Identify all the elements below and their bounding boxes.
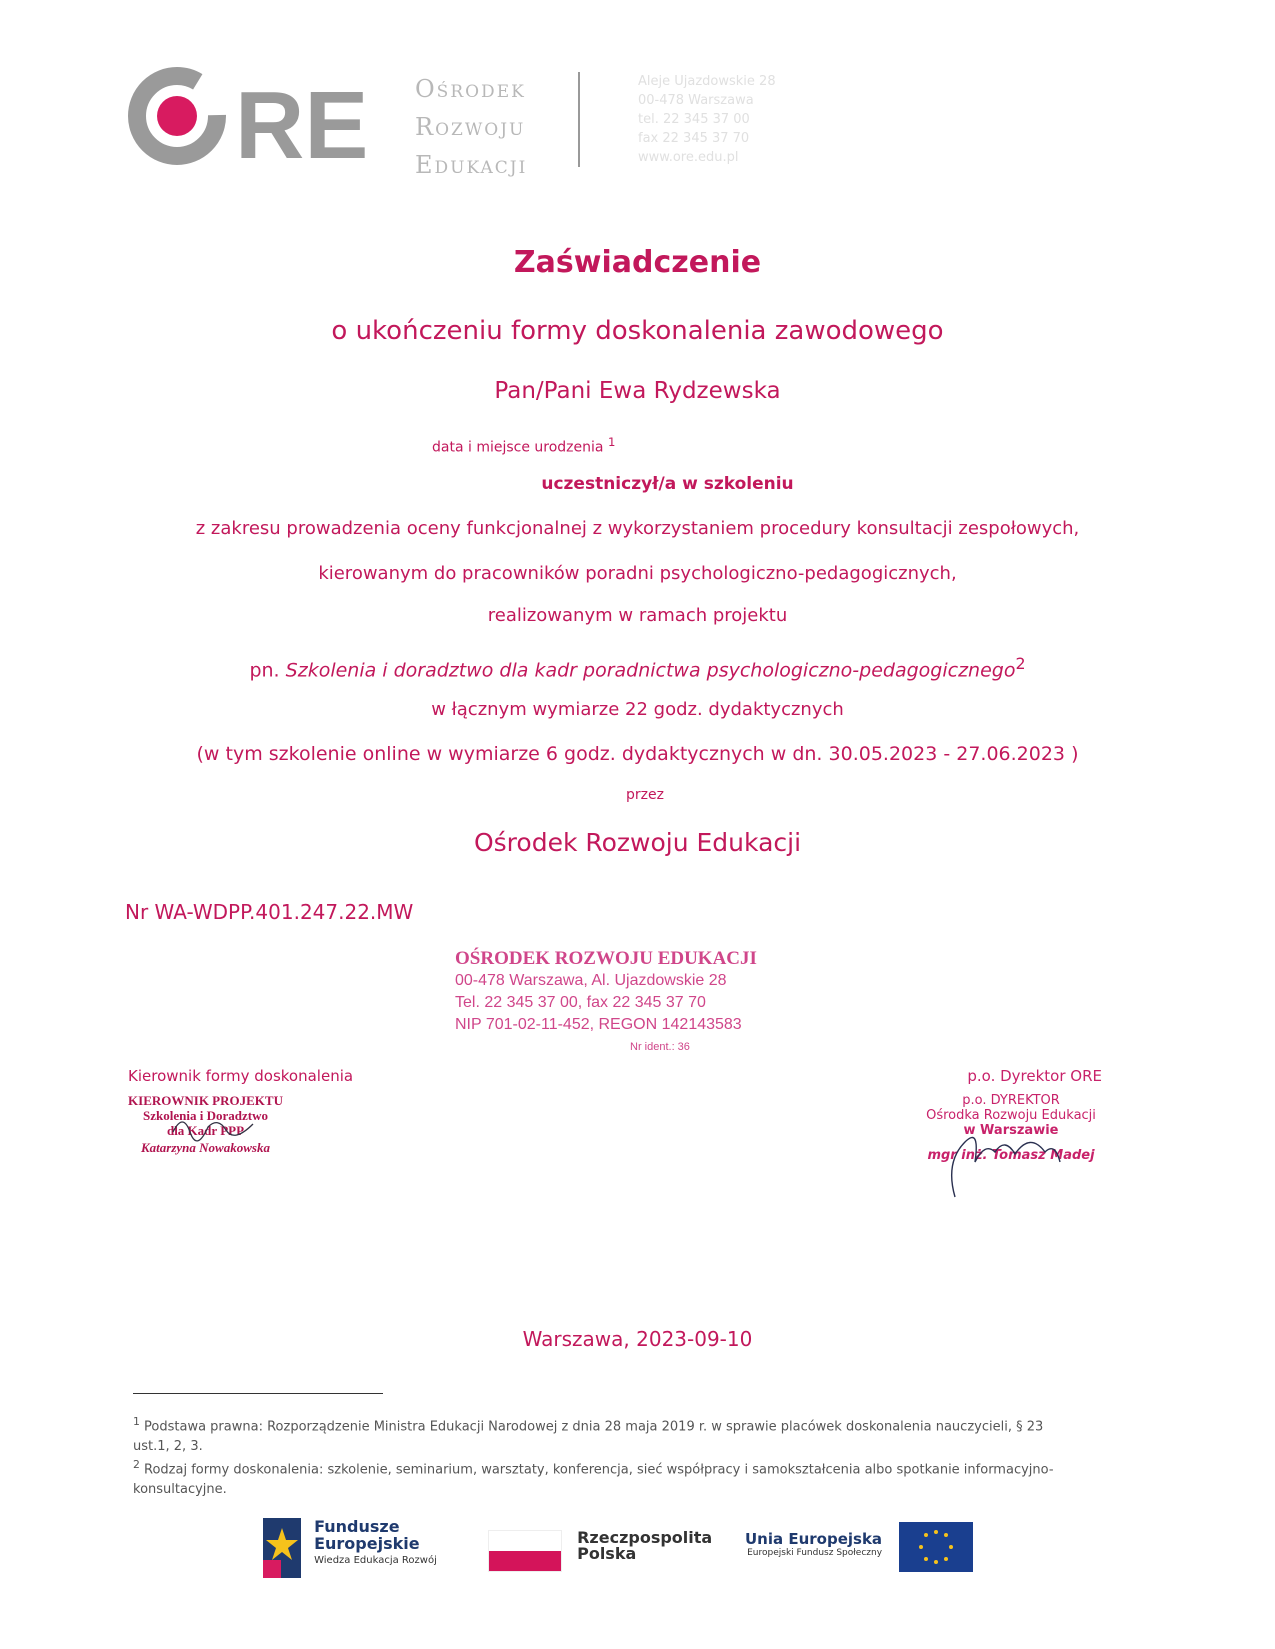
address-line: Aleje Ujazdowskie 28 bbox=[638, 74, 776, 89]
stamp-line: KIEROWNIK PROJEKTU bbox=[128, 1093, 283, 1108]
footnote bbox=[133, 1455, 1083, 1500]
person-name: Pan/Pani Ewa Rydzewska bbox=[494, 378, 781, 404]
document-title: Zaświadczenie bbox=[513, 245, 762, 280]
scope-line: realizowanym w ramach projektu bbox=[487, 605, 788, 626]
stamp-ids: NIP 701-02-11-452, REGON 142143583 bbox=[455, 1016, 742, 1033]
birth-label bbox=[432, 435, 615, 456]
footnote-text: Rodzaj formy doskonalenia: szkolenie, seminarium, warsztaty, konferencja, sieć współpracy i samokształcenia albo spotkanie informacyjno-konsultacyjne. bbox=[133, 1462, 1054, 1498]
header-address bbox=[638, 72, 776, 167]
stamp-ident: Nr ident.: 36 bbox=[630, 1041, 690, 1053]
project-prefix: pn. bbox=[249, 659, 280, 682]
fe-star-icon bbox=[263, 1518, 301, 1578]
project-line bbox=[0, 654, 1275, 681]
address-line: www.ore.edu.pl bbox=[638, 150, 739, 165]
signer-name: Katarzyna Nowakowska bbox=[141, 1140, 270, 1155]
document-number: Nr WA-WDPP.401.247.22.MW bbox=[125, 900, 414, 924]
signature-label: p.o. Dyrektor ORE bbox=[967, 1067, 1102, 1085]
org-line: Edukacji bbox=[415, 151, 528, 179]
stamp-line: Ośrodka Rozwoju Edukacji bbox=[926, 1108, 1096, 1123]
online-info: (w tym szkolenie online w wymiarze 6 godz. dydaktycznych w dn. 30.05.2023 - 27.06.2023 ) bbox=[196, 743, 1079, 765]
ore-logo bbox=[125, 66, 385, 180]
stamp-name: OŚRODEK ROZWOJU EDUKACJI bbox=[455, 948, 757, 969]
stamp-address: 00-478 Warszawa, Al. Ujazdowskie 28 bbox=[455, 972, 727, 989]
institution: Ośrodek Rozwoju Edukacji bbox=[473, 828, 802, 857]
footnote-divider bbox=[133, 1393, 383, 1394]
unia-europejska-logo bbox=[745, 1522, 973, 1576]
org-line: Ośrodek bbox=[415, 75, 526, 103]
footnote-text: Podstawa prawna: Rozporządzenie Ministra Edukacji Narodowej z dnia 28 maja 2019 r. w sprawie placówek doskonalenia nauczycieli, § 23 ust.1, 2, 3. bbox=[133, 1419, 1044, 1455]
rp-line: Polska bbox=[577, 1544, 637, 1563]
footnote-number: 2 bbox=[133, 1458, 140, 1471]
footnote bbox=[133, 1412, 1083, 1457]
scope-line: z zakresu prowadzenia oceny funkcjonalnej z wykorzystaniem procedury konsultacji zespołowych, bbox=[195, 518, 1080, 539]
birth-label-text: data i miejsce urodzenia bbox=[432, 439, 604, 456]
stamp-line: w Warszawie bbox=[963, 1123, 1059, 1138]
address-line: fax 22 345 37 70 bbox=[638, 131, 750, 146]
eu-flag-icon bbox=[899, 1522, 973, 1572]
footnote-ref: 2 bbox=[1015, 654, 1026, 673]
org-name bbox=[415, 70, 527, 184]
header-divider bbox=[578, 72, 580, 167]
ue-line: Unia Europejska bbox=[745, 1530, 883, 1548]
polish-flag-icon bbox=[488, 1530, 562, 1572]
fe-line: Fundusze bbox=[314, 1517, 400, 1536]
stamp-line: p.o. DYREKTOR bbox=[962, 1093, 1060, 1108]
place-date: Warszawa, 2023-09-10 bbox=[522, 1327, 753, 1351]
signature-label: Kierownik formy doskonalenia bbox=[128, 1067, 354, 1085]
fundusze-europejskie-logo bbox=[263, 1518, 437, 1578]
stamp-phone: Tel. 22 345 37 00, fax 22 345 37 70 bbox=[455, 994, 706, 1011]
hours: w łącznym wymiarze 22 godz. dydaktycznych bbox=[431, 699, 844, 720]
by-label: przez bbox=[626, 787, 664, 803]
rp-line: Rzeczpospolita bbox=[577, 1528, 713, 1547]
address-line: 00-478 Warszawa bbox=[638, 93, 754, 108]
signer-name: mgr inż. Tomasz Madej bbox=[927, 1148, 1095, 1163]
footnote-ref: 1 bbox=[607, 435, 616, 449]
stamp-line: Szkolenia i Doradztwo bbox=[143, 1108, 268, 1123]
handwritten-signature bbox=[935, 1122, 1075, 1202]
fe-tagline: Wiedza Edukacja Rozwój bbox=[314, 1555, 437, 1566]
subtitle: o ukończeniu formy doskonalenia zawodowego bbox=[331, 316, 944, 346]
stamp-line: dla Kadr PPP bbox=[166, 1123, 245, 1138]
participated: uczestniczył/a w szkoleniu bbox=[541, 474, 794, 494]
project-name: Szkolenia i doradztwo dla kadr poradnictwa psychologiczno-pedagogicznego bbox=[285, 659, 1016, 682]
ue-tagline: Europejski Fundusz Społeczny bbox=[747, 1548, 883, 1558]
org-line: Rozwoju bbox=[415, 113, 526, 141]
handwritten-signature bbox=[168, 1112, 258, 1142]
svg-text:RE: RE bbox=[235, 72, 369, 176]
scope-line: kierowanym do pracowników poradni psychologiczno-pedagogicznych, bbox=[318, 563, 957, 584]
footnote-number: 1 bbox=[133, 1415, 140, 1428]
fe-line: Europejskie bbox=[314, 1534, 420, 1553]
left-signature-block bbox=[128, 1067, 353, 1155]
institution-stamp bbox=[455, 948, 757, 1058]
right-signature-block bbox=[920, 1067, 1102, 1163]
rzeczpospolita-logo bbox=[488, 1530, 712, 1572]
address-line: tel. 22 345 37 00 bbox=[638, 112, 750, 127]
